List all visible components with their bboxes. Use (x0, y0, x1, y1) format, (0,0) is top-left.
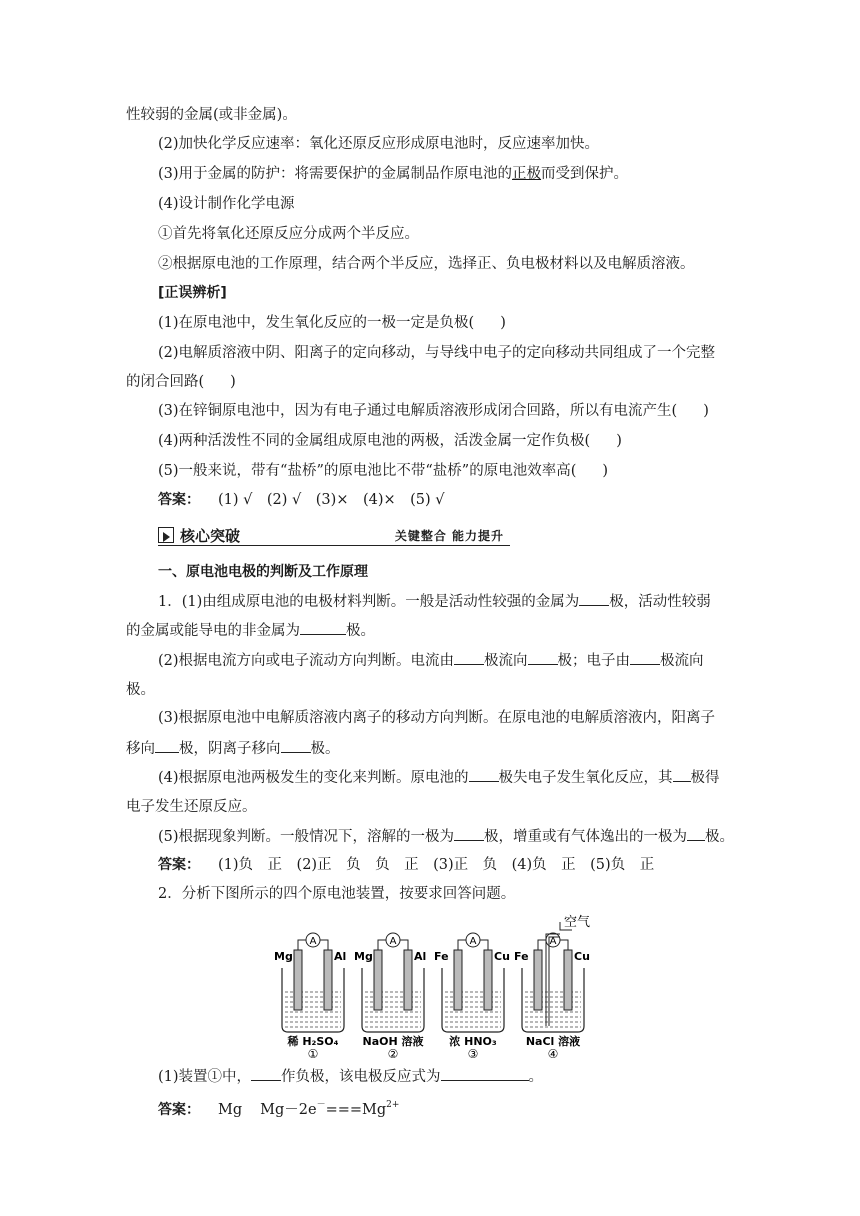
cell-device (274, 933, 346, 1058)
text-span: 作负极，该电极反应式为 (281, 1069, 441, 1085)
left-electrode-label: Fe (434, 950, 449, 963)
right-electrode-label: Cu (574, 950, 590, 963)
text-span: 一、原电池电极的判断及工作原理 (158, 564, 368, 580)
answer-text: (1)负 正 (2)正 负 负 正 (3)正 负 (4)负 正 (5)负 正 (218, 857, 655, 873)
text-line (158, 591, 711, 612)
text-span: ②根据原电池的工作原理，结合两个半反应，选择正、负电极材料以及电解质溶液。 (158, 256, 695, 272)
fill-blank (687, 826, 705, 841)
text-span: (1)在原电池中，发生氧化反应的一极一定是负极( (158, 315, 475, 331)
text-line (158, 224, 419, 244)
text-span: ) (230, 374, 236, 390)
text-span: (2)根据电流方向或电子流动方向判断。电流由 (158, 653, 455, 669)
answer-label: 答案： (158, 1102, 200, 1118)
text-span: 。 (528, 1069, 544, 1085)
text-span: (1)装置①中， (158, 1069, 252, 1085)
play-icon (158, 527, 174, 543)
text-span: (2)电解质溶液中阴、阳离子的定向移动，与导线中电子的定向移动共同组成了一个完整 (158, 345, 716, 361)
section-title: 核心突破 (180, 527, 241, 545)
solution-label: NaCl 溶液 (525, 1035, 581, 1048)
solution-label: 稀 H₂SO₄ (287, 1035, 339, 1048)
answer-line (158, 855, 654, 875)
text-span: 极。 (346, 623, 375, 639)
text-span: 电子发生还原反应。 (126, 799, 257, 815)
fill-blank (300, 620, 346, 635)
text-line (126, 797, 257, 817)
text-span: ①首先将氧化还原反应分成两个半反应。 (158, 226, 419, 242)
text-span: 的闭合回路( (126, 374, 205, 390)
right-electrode (404, 950, 412, 1010)
text-span: (5)一般来说，带有“盐桥”的原电池比不带“盐桥”的原电池效率高( (158, 463, 577, 479)
divider (158, 545, 510, 546)
right-electrode-label: Cu (494, 950, 510, 963)
text-line (158, 134, 599, 154)
text-span: ) (616, 433, 622, 449)
text-span: ) (703, 403, 709, 419)
cell-device (354, 933, 426, 1058)
judge-item (158, 343, 715, 363)
right-electrode (484, 950, 492, 1010)
answer-text: Mg (218, 1102, 243, 1118)
ammeter-label: A (389, 936, 397, 947)
answer-line (158, 490, 445, 510)
judge-item (158, 431, 622, 451)
correct-error-heading (158, 283, 227, 303)
wire (378, 940, 386, 950)
text-span: (4)两种活泼性不同的金属组成原电池的两极，活泼金属一定作负极( (158, 433, 591, 449)
fill-blank (528, 650, 558, 665)
air-label: 空气 (564, 915, 591, 930)
text-span: 2．分析下图所示的四个原电池装置，按要求回答问题。 (158, 886, 516, 902)
text-span: 极得 (690, 770, 720, 786)
left-electrode (454, 950, 462, 1010)
text-line (126, 105, 297, 125)
beaker (522, 968, 584, 1032)
text-span: 极失电子发生氧化反应，其 (498, 770, 673, 786)
text-span: 极。 (310, 741, 340, 757)
right-electrode (324, 950, 332, 1010)
text-line (158, 164, 628, 184)
wire (538, 940, 546, 950)
cell-device (434, 933, 510, 1058)
text-span: 性较弱的金属(或非金属)。 (126, 107, 297, 123)
right-electrode-label: Al (334, 950, 347, 963)
text-span: ) (602, 463, 609, 479)
text-line (158, 826, 734, 847)
left-electrode (534, 950, 542, 1010)
fill-blank (673, 767, 691, 782)
superscript: － (316, 1100, 326, 1110)
wire (480, 940, 488, 950)
text-span: (3)用于金属的防护：将需要保护的金属制品作原电池的 (158, 166, 513, 182)
text-span: ) (500, 315, 506, 331)
superscript: 2+ (386, 1100, 400, 1110)
text-span: 极。 (126, 682, 155, 698)
judge-item (126, 372, 236, 392)
fill-blank (281, 738, 311, 753)
air-tube (549, 937, 560, 1026)
wire (458, 940, 466, 950)
ammeter-label: A (549, 936, 557, 947)
left-electrode (374, 950, 382, 1010)
text-span: (5)根据现象判断。一般情况下，溶解的一极为 (158, 829, 455, 845)
text-line (158, 1066, 543, 1087)
ammeter-label: A (469, 936, 477, 947)
text-line (158, 708, 715, 728)
left-electrode-label: Mg (274, 950, 293, 963)
answer-label: 答案： (158, 492, 200, 508)
text-line (158, 194, 295, 214)
text-line (158, 254, 695, 274)
galvanic-cells-figure (272, 908, 602, 1058)
text-span: (3)根据原电池中电解质溶液内离子的移动方向判断。在原电池的电解质溶液内，阳离子 (158, 710, 716, 726)
fill-blank (454, 650, 484, 665)
right-electrode-label: Al (414, 950, 427, 963)
ammeter-label: A (309, 936, 317, 947)
beaker (282, 968, 344, 1032)
fill-blank (579, 591, 609, 606)
text-line (158, 767, 720, 788)
text-span: 极流向 (484, 653, 528, 669)
text-line (126, 738, 340, 759)
answer-line (158, 1095, 399, 1120)
cell-device (514, 933, 590, 1058)
text-span: 而受到保护。 (541, 166, 629, 182)
right-electrode (564, 950, 572, 1010)
solution-label: NaOH 溶液 (362, 1035, 424, 1048)
wire (298, 940, 306, 950)
equation-part: Mg－2e (260, 1102, 317, 1118)
text-span: 极流向 (660, 653, 704, 669)
fill-blank (469, 767, 499, 782)
answer-label: 答案： (158, 857, 200, 873)
text-span: 移向 (126, 741, 155, 757)
text-span: 极，阴离子移向 (179, 741, 281, 757)
device-number: ② (387, 1047, 399, 1058)
text-span: 1．(1)由组成原电池的电极材料判断。一般是活动性较强的金属为 (158, 594, 580, 610)
fill-blank (630, 650, 660, 665)
text-span: (2)加快化学反应速率：氧化还原反应形成原电池时，反应速率加快。 (158, 136, 600, 152)
left-electrode-label: Mg (354, 950, 373, 963)
wire (560, 940, 568, 950)
device-number: ④ (547, 1047, 559, 1058)
wire (320, 940, 328, 950)
text-line (126, 680, 155, 700)
fill-blank (251, 1066, 281, 1081)
text-span: 极，活动性较弱 (609, 594, 711, 610)
fill-blank (441, 1066, 529, 1081)
section-subtitle: 关键整合 能力提升 (394, 529, 504, 543)
judge-item (158, 461, 608, 481)
text-span: [正误辨析] (158, 285, 227, 301)
device-number: ③ (467, 1047, 479, 1058)
equation-part: ===Mg (325, 1102, 387, 1118)
solution-label: 浓 HNO₃ (449, 1035, 497, 1048)
text-span: (4)设计制作化学电源 (158, 196, 295, 212)
text-line (158, 650, 704, 671)
text-span: 极，增重或有气体逸出的一极为 (484, 829, 688, 845)
judge-item (158, 313, 506, 333)
text-span: 的金属或能导电的非金属为 (126, 623, 300, 639)
wire (400, 940, 408, 950)
text-span: 极。 (705, 829, 735, 845)
beaker (442, 968, 504, 1032)
text-span: (4)根据原电池两极发生的变化来判断。原电池的 (158, 770, 469, 786)
underlined-answer: 正极 (512, 166, 542, 182)
answer-text: (1) √ (2) √ (3)× (4)× (5) √ (218, 492, 445, 508)
fill-blank (155, 738, 179, 753)
text-line (126, 620, 375, 641)
device-number: ① (307, 1047, 319, 1058)
section-header (158, 526, 510, 546)
left-electrode-label: Fe (514, 950, 529, 963)
left-electrode (294, 950, 302, 1010)
text-line (158, 884, 515, 904)
judge-item (158, 401, 709, 421)
beaker (362, 968, 424, 1032)
fill-blank (454, 826, 484, 841)
text-span: (3)在锌铜原电池中，因为有电子通过电解质溶液形成闭合回路，所以有电流产生( (158, 403, 678, 419)
text-span: 极；电子由 (557, 653, 631, 669)
part-heading (158, 562, 368, 582)
